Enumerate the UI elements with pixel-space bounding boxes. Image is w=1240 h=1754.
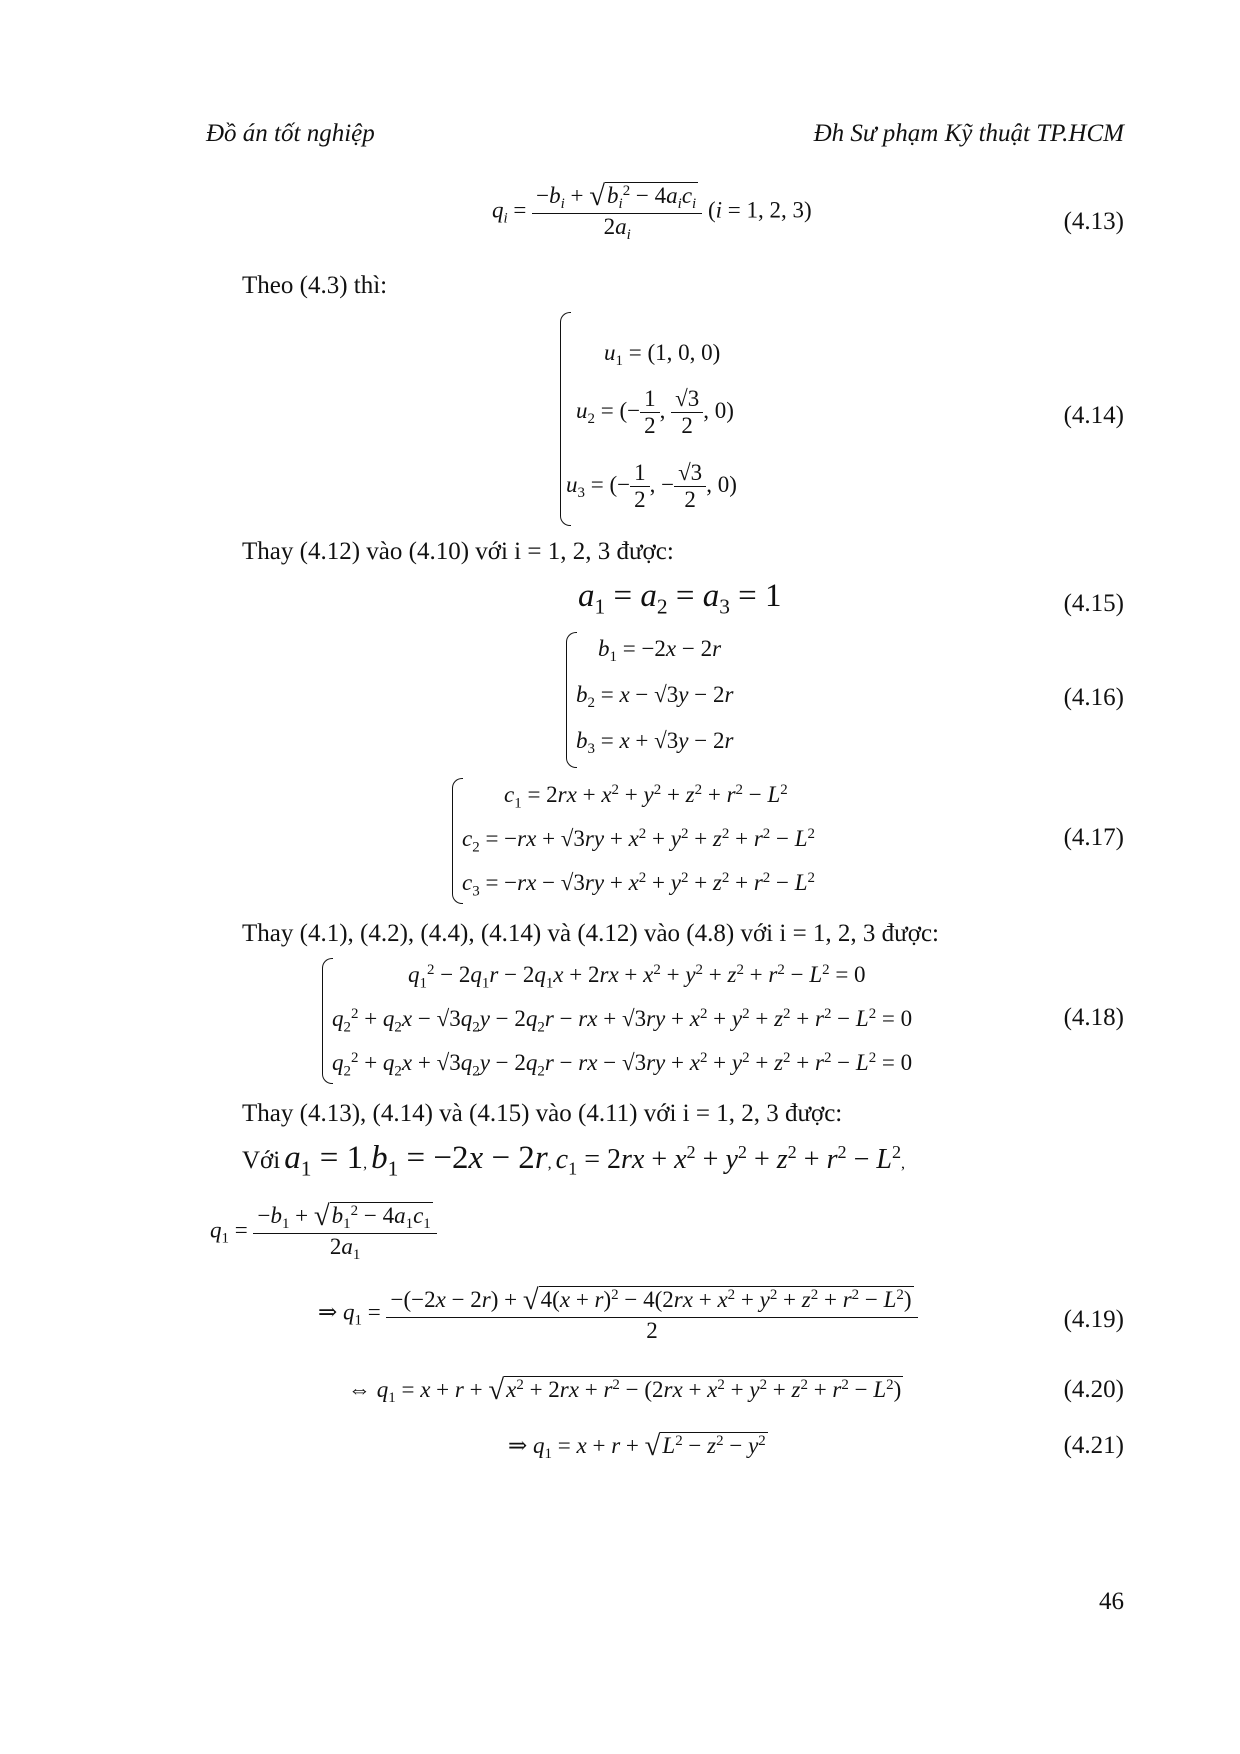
equation-4-20: ⇔ $q_1 = x + r + √x^2 + 2rx + r^2 - (2rx + x^2 + y^2 + z^2 + r^2 - L^2)$ [348, 1374, 902, 1407]
equation-4-14-line2: $u_2$ = (− $\frac{1}{2}$ , $\frac{√3}{2}$ , 0) [576, 386, 734, 438]
equation-4-15: $a_1 = a_2 = a_3 = 1$ [578, 578, 782, 619]
page-number: 46 [1099, 1588, 1124, 1615]
eq-number-4-18: (4.18) [1063, 1004, 1124, 1031]
equation-4-18-line1: $q_1^2 - 2q_1r - 2q_1x + 2rx + x^2 + y^2 + z^2 + r^2 - L^2 = 0$ [408, 962, 866, 992]
header-left: Đồ án tốt nghiệp [206, 120, 375, 147]
equation-4-17-line2: $c_2 = -rx + √3ry + x^2 + y^2 + z^2 + r^2 - L^2$ [462, 826, 815, 856]
paragraph-text: Theo (4.3) thì: [242, 272, 388, 299]
eq-number-4-15: (4.15) [1063, 590, 1124, 617]
equation-4-18-line3: $q_2^2 + q_2x + √3q_2y - 2q_2r$ − rx − $√3ry + x^2 + y^2 + z^2 + r^2 - L^2 = 0$ [332, 1050, 913, 1080]
equation-4-19: ⇒ $q_1$ = $\frac{-(-2x - 2r) + √4(x + r)^2 - 4(2rx + x^2 + y^2 + z^2 + r^2 - L^2)}{2}$ [318, 1284, 918, 1344]
eq-number-4-20: (4.20) [1063, 1376, 1124, 1403]
with-label: Với [242, 1147, 281, 1174]
equation-4-14-line3: $u_3$ = (− $\frac{1}{2}$ , − $\frac{√3}{2}$ , 0) [566, 460, 737, 512]
paragraph-text: Thay (4.1), (4.2), (4.4), (4.14) và (4.12) vào (4.8) với i = 1, 2, 3 được: [242, 920, 939, 947]
equation-4-16-line3: $b_3 = x + √3y - 2r$ [576, 728, 734, 758]
equation-4-21: ⇒ $q_1 = x + r + √L^2 - z^2 - y^2$ [508, 1430, 766, 1463]
equation-4-17-line3: $c_3 = -rx - √3ry + x^2 + y^2 + z^2 + r^2 - L^2$ [462, 870, 815, 900]
equation-q1-general: $q_1$ = $\frac{-b_1 + √b_1^2 - 4a_1c_1}{2a_1}$ [210, 1200, 437, 1264]
equation-4-18-line2: $q_2^2 + q_2x - √3q_2y - 2q_2r$ − rx + $√3ry + x^2 + y^2 + z^2 + r^2 - L^2 = 0$ [332, 1006, 913, 1036]
equation-4-17-line1: $c_1 = 2rx + x^2 + y^2 + z^2 + r^2 - L^2$ [504, 782, 788, 812]
eq-number-4-14: (4.14) [1063, 402, 1124, 429]
eq-number-4-13: (4.13) [1063, 208, 1124, 235]
paragraph-text: Thay (4.13), (4.14) và (4.15) vào (4.11) với i = 1, 2, 3 được: [242, 1100, 843, 1127]
eq-number-4-17: (4.17) [1063, 824, 1124, 851]
header-right: Đh Sư phạm Kỹ thuật TP.HCM [813, 120, 1124, 147]
eq-number-4-16: (4.16) [1063, 684, 1124, 711]
equation-4-14-line1: $u_1 = (1$, 0, 0) [604, 340, 721, 370]
equation-4-16-line1: $b_1 = -2x - 2r$ [598, 636, 722, 666]
paragraph-text: Thay (4.12) vào (4.10) với i = 1, 2, 3 được: [242, 538, 674, 565]
equation-4-13: $q_i$ = $\frac{-b_i + √b_i^2 - 4a_ic_i}{2a_i}$ (i = 1, 2, 3) [492, 180, 812, 244]
equation-4-16-line2: $b_2 = x - √3y - 2r$ [576, 682, 734, 712]
with-values-line: Với $a_1 = 1$, $b_1 = -2x - 2r$, $c_1 = 2rx + x^2 + y^2 + z^2 + r^2 - L^2$, [242, 1140, 906, 1181]
eq-number-4-21: (4.21) [1063, 1432, 1124, 1459]
eq-number-4-19: (4.19) [1063, 1306, 1124, 1333]
